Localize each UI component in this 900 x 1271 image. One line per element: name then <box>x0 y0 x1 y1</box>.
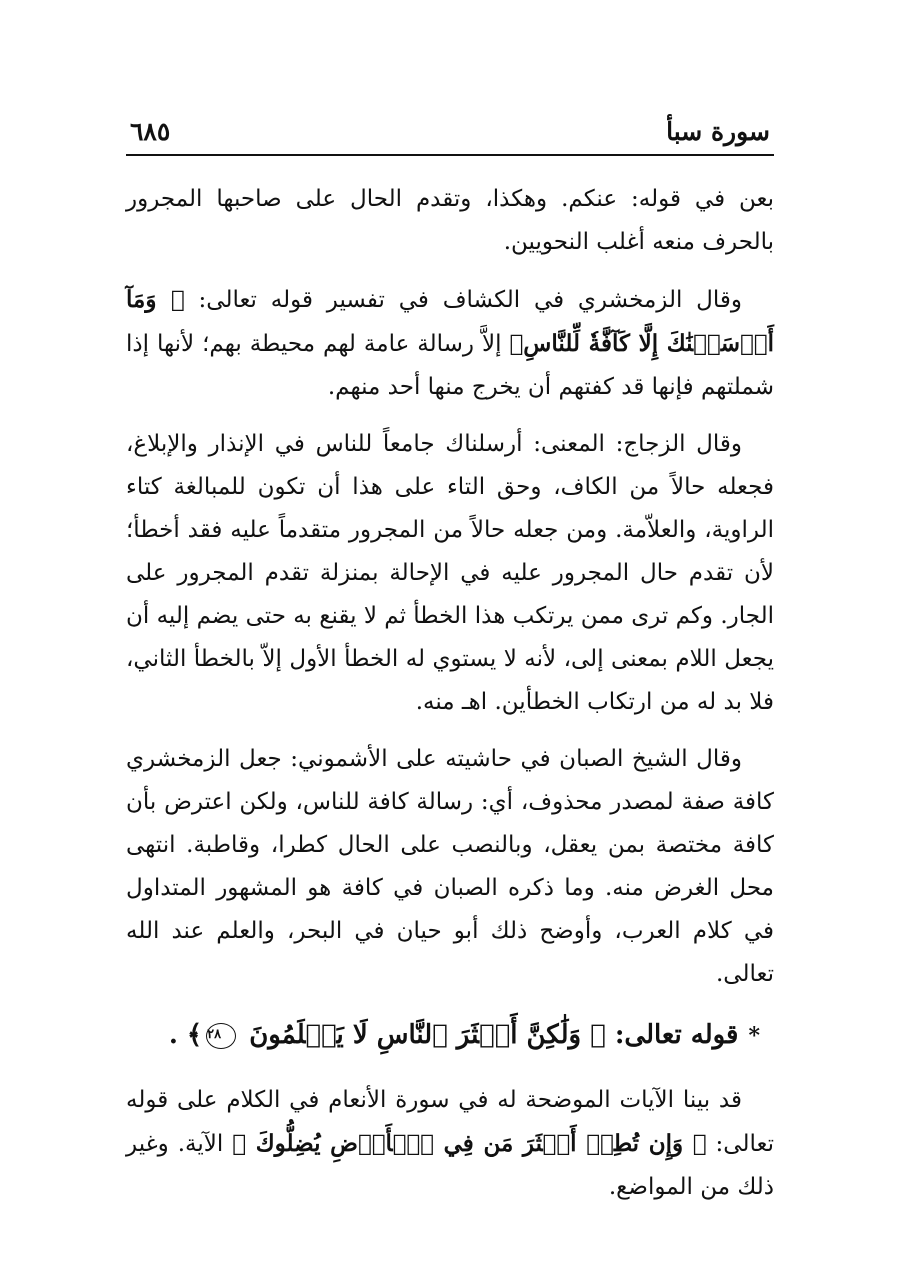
paragraph-3: وقال الزجاج: المعنى: أرسلناك جامعاً للناس في الإنذار والإبلاغ، فجعله حالاً من الكاف، وحق التاء على هذا أن تكون للمبالغة كتاء الراوية، والعلاّمة. ومن جعله حالاً من المجرور متقدماً عليه فقد أخطأ؛ لأن تقدم حال المجرور عليه في الإحالة بمنزلة تقدم المجرور على الجار. وكم ترى ممن يرتكب هذا الخطأ ثم لا يقنع به حتى يضم إليه أن يجعل اللام بمعنى إلى، لأنه لا يستوي له الخطأ الأول إلاّ بالخطأ الثاني، فلا بد له من ارتكاب الخطأين. اهـ منه. <box>126 431 774 715</box>
page-number: ٦٨٥ <box>130 117 171 146</box>
paragraph-2-text-after: إلاَّ رسالة عامة لهم محيطة بهم؛ لأنها إذا شملتهم فإنها قد كفتهم أن يخرج منها أحد منهم. <box>126 331 774 400</box>
surah-title: سورة سبأ <box>666 117 770 146</box>
verse-heading-quran: ﴿ وَلَٰكِنَّ أَكۡثَرَ ٱلنَّاسِ لَا يَعۡلَمُونَ <box>240 1020 606 1050</box>
paragraph-2 <box>126 278 774 409</box>
paragraph-4: وقال الشيخ الصبان في حاشيته على الأشموني: جعل الزمخشري كافة صفة لمصدر محذوف، أي: رسالة كافة للناس، ولكن اعترض بأن كافة مختصة بمن يعقل، وبالنصب على الحال كطرا، وقاطبة. انتهى محل الغرض منه. وما ذكره الصبان في كافة هو المشهور المتداول في كلام العرب، وأوضح ذلك أبو حيان في البحر، والعلم عند الله تعالى. <box>126 746 774 987</box>
page <box>126 108 774 1223</box>
verse-number-badge: ٢٨ <box>206 1023 236 1049</box>
paragraph-5-text-after: الآية. وغير ذلك من المواضع. <box>126 1131 774 1200</box>
paragraph-1: بعن في قوله: عنكم. وهكذا، وتقدم الحال على صاحبها المجرور بالحرف منعه أغلب النحويين. <box>126 186 774 255</box>
verse-heading <box>126 1010 774 1061</box>
paragraph-2-text-before: وقال الزمخشري في الكشاف في تفسير قوله تعالى: <box>184 287 743 313</box>
quran-quote-2: ﴿ وَإِن تُطِعۡ أَكۡثَرَ مَن فِي ٱلۡأَرۡضِ يُضِلُّوكَ ﴾ <box>232 1130 707 1157</box>
star-marker: * <box>748 1023 760 1049</box>
verse-heading-label: قوله تعالى: <box>605 1020 739 1050</box>
paragraph-5 <box>126 1079 774 1209</box>
body-text <box>126 178 774 1209</box>
paragraph-5-text-before: قد بينا الآيات الموضحة له في سورة الأنعام في الكلام على قوله تعالى: <box>126 1087 774 1157</box>
page-header <box>126 108 774 146</box>
verse-heading-close: ﴾ . <box>168 1020 203 1050</box>
header-rule <box>126 154 774 156</box>
quran-quote-1: ﴿ وَمَآ أَرۡسَلۡنَٰكَ إِلَّا كَآفَّةٗ لِّلنَّاسِ﴾ <box>126 286 774 357</box>
